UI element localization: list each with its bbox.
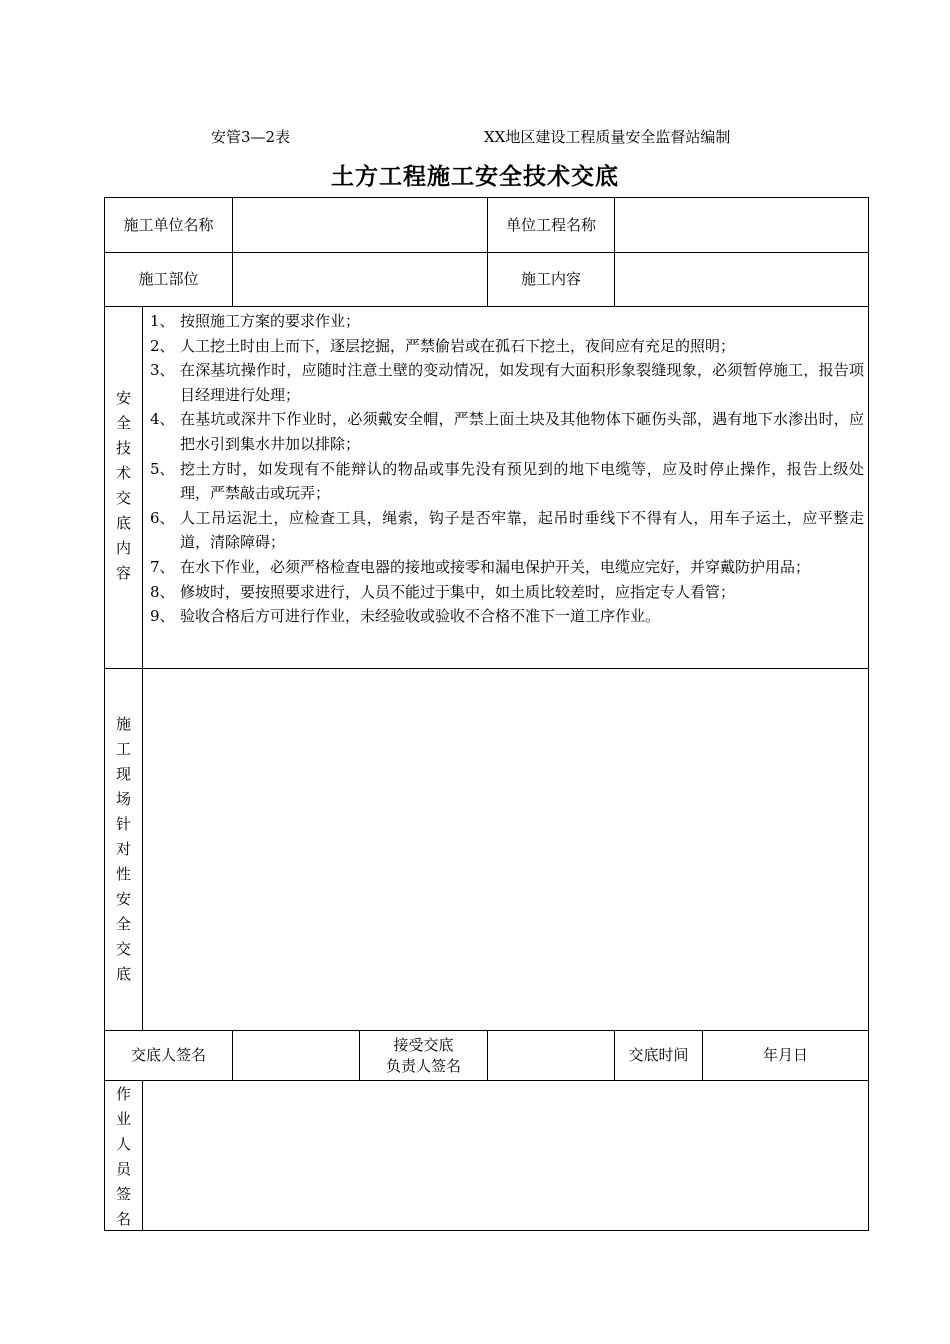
- item-number: 6、: [150, 508, 175, 527]
- item-number: 2、: [150, 336, 175, 355]
- item-text: 验收合格后方可进行作业，未经验收或验收不合格不准下一道工序作业。: [180, 607, 661, 626]
- label-char: 对: [115, 840, 131, 858]
- table-border-right: [868, 197, 869, 1231]
- list-item: [150, 457, 864, 506]
- item-text: 在深基坑操作时，应随时注意土壁的变动情况，如发现有大面积形象裂缝现象，必须暂停施工，报告项目经理进行处理；: [180, 361, 864, 404]
- discloser-label: 交底人签名: [130, 1046, 206, 1064]
- site-safety-label: [105, 712, 142, 987]
- unit-name-field[interactable]: [233, 198, 487, 252]
- label-char: 人: [115, 1135, 131, 1153]
- item-number: 1、: [150, 312, 175, 330]
- receiver-signature-field[interactable]: [488, 1031, 614, 1080]
- item-text: 按照施工方案的要求作业；: [180, 312, 361, 330]
- label-char: 全: [115, 915, 131, 933]
- label-char: 现: [115, 765, 131, 783]
- label-char: 性: [115, 865, 131, 883]
- label-char: 内: [115, 539, 131, 557]
- list-item: [150, 358, 864, 407]
- receiver-label-line2: 负责人签名: [385, 1056, 461, 1075]
- workers-signature-field[interactable]: [143, 1081, 868, 1230]
- item-text: 在水下作业，必须严格检查电器的接地或接零和漏电保护开关，电缆应完好，并穿戴防护用品；: [180, 557, 811, 576]
- list-item: [150, 555, 864, 580]
- site-safety-field[interactable]: [143, 669, 868, 1030]
- safety-items-list: [150, 309, 864, 629]
- issuer: XX地区建设工程质量安全监督站编制: [484, 128, 731, 146]
- label-char: 业: [115, 1110, 131, 1128]
- label-char: 安: [115, 890, 131, 908]
- label-char: 容: [115, 564, 131, 582]
- label-char: 施: [115, 715, 131, 733]
- item-number: 8、: [150, 582, 175, 601]
- disclosure-time-label: 交底时间: [628, 1046, 689, 1064]
- item-number: 5、: [150, 459, 175, 478]
- label-char: 员: [115, 1160, 131, 1178]
- list-item: [150, 506, 864, 555]
- label-char: 术: [115, 464, 131, 482]
- item-number: 9、: [150, 607, 175, 626]
- table-border-bottom: [104, 1230, 869, 1231]
- construction-content-field[interactable]: [615, 253, 868, 306]
- label-char: 场: [115, 790, 131, 808]
- form-code: 安管3—2表: [211, 128, 291, 146]
- receiver-label: [360, 1031, 487, 1080]
- list-item: [150, 604, 864, 629]
- safety-content-label: [105, 386, 142, 586]
- discloser-signature-field[interactable]: [233, 1031, 359, 1080]
- label-char: 底: [115, 514, 131, 532]
- receiver-label-line1: 接受交底: [393, 1035, 454, 1054]
- label-char: 安: [115, 389, 131, 407]
- item-text: 挖土方时，如发现有不能辩认的物品或事先没有预见到的地下电缆等，应及时停止操作，报告上级处理，严禁敲击或玩弄；: [180, 459, 864, 503]
- unit-name-label: 施工单位名称: [123, 215, 214, 234]
- construction-part-field[interactable]: [233, 253, 487, 306]
- label-char: 名: [115, 1210, 131, 1228]
- label-char: 作: [115, 1085, 131, 1103]
- label-char: 针: [115, 815, 131, 833]
- project-name-label: 单位工程名称: [505, 215, 596, 234]
- label-char: 技: [115, 439, 131, 457]
- list-item: [150, 580, 864, 605]
- construction-part-label: 施工部位: [138, 270, 199, 288]
- item-text: 人工吊运泥土，应检查工具，绳索，钩子是否牢靠，起吊时垂线下不得有人，用车子运土，应平整走道，清除障碍；: [180, 508, 864, 552]
- label-char: 工: [115, 740, 131, 758]
- label-char: 底: [115, 965, 131, 983]
- workers-signature-label: [105, 1082, 142, 1232]
- item-number: 7、: [150, 557, 175, 576]
- disclosure-time-field[interactable]: 年月日: [762, 1046, 808, 1064]
- item-text: 人工挖土时由上而下，逐层挖掘，严禁偷岩或在孤石下挖土，夜间应有充足的照明；: [180, 336, 736, 355]
- list-item: [150, 407, 864, 456]
- list-item: [150, 309, 864, 334]
- list-item: [150, 334, 864, 359]
- project-name-field[interactable]: [615, 198, 868, 252]
- label-char: 签: [115, 1185, 131, 1203]
- item-text: 修坡时，要按照要求进行，人员不能过于集中，如土质比较差时，应指定专人看管；: [180, 582, 736, 601]
- item-number: 3、: [150, 361, 175, 380]
- item-number: 4、: [150, 410, 175, 429]
- item-text: 在基坑或深井下作业时，必须戴安全帽，严禁上面土块及其他物体下砸伤头部，遇有地下水渗出时，应把水引到集水井加以排除；: [180, 410, 864, 453]
- label-char: 交: [115, 940, 131, 958]
- construction-content-label: 施工内容: [520, 270, 581, 288]
- label-char: 交: [115, 489, 131, 507]
- label-char: 全: [115, 414, 131, 432]
- page-title: 土方工程施工安全技术交底: [331, 163, 619, 190]
